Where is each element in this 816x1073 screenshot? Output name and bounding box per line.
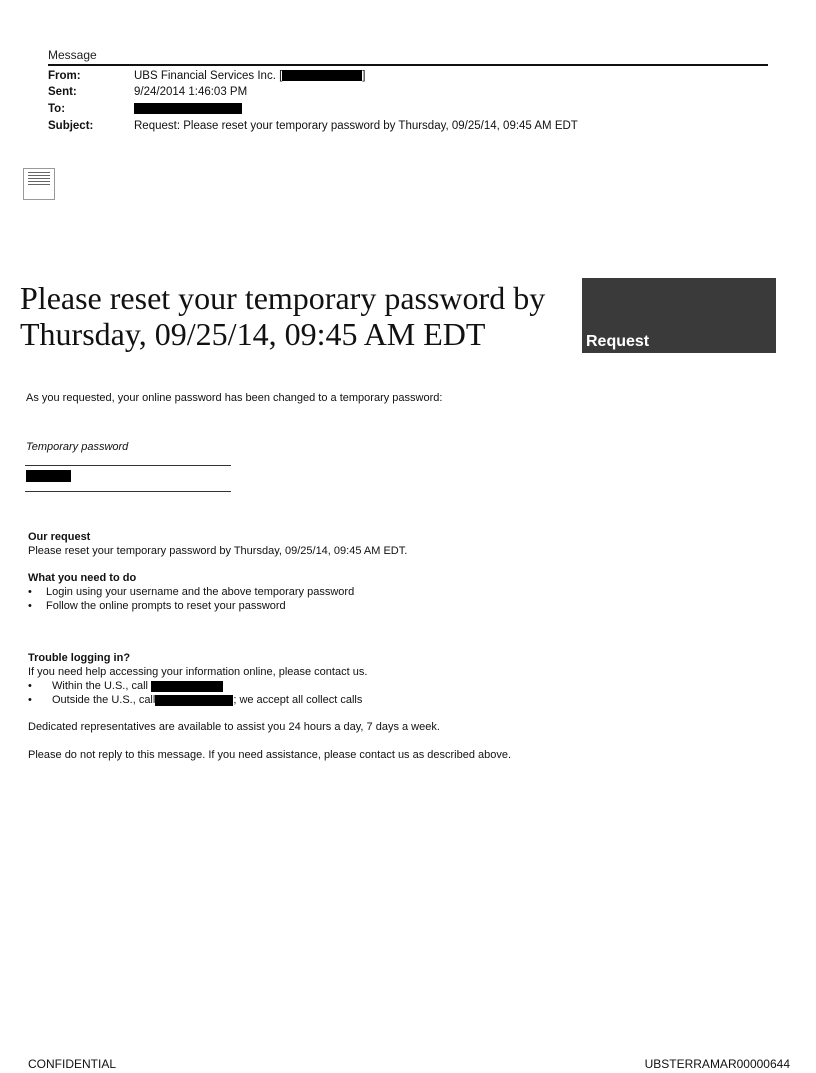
trouble-text: If you need help accessing your information online, please contact us.	[28, 666, 368, 678]
our-request-text: Please reset your temporary password by Thursday, 09/25/14, 09:45 AM EDT.	[28, 545, 408, 557]
logo-image	[23, 168, 55, 200]
dedicated-text: Dedicated representatives are available to assist you 24 hours a day, 7 days a week.	[28, 721, 440, 733]
bullet: •	[28, 600, 32, 612]
us-phone-prefix: Within the U.S., call	[52, 680, 148, 692]
todo-item-1: Login using your username and the above temporary password	[46, 586, 355, 598]
header-divider	[48, 64, 768, 66]
our-request-heading: Our request	[28, 531, 91, 543]
from-close: ]	[362, 70, 366, 82]
to-key: To:	[48, 103, 66, 115]
bullet: •	[28, 694, 32, 706]
confidential-label: CONFIDENTIAL	[28, 1057, 117, 1071]
subject-key: Subject:	[48, 120, 94, 132]
bates-number: UBSTERRAMAR00000644	[644, 1057, 790, 1071]
temp-password-label: Temporary password	[26, 441, 129, 453]
intl-phone-prefix: Outside the U.S., call	[52, 694, 156, 706]
from-key: From:	[48, 70, 81, 82]
todo-item-2: Follow the online prompts to reset your password	[46, 600, 286, 612]
page-title: Please reset your temporary password by Thursday, 09/25/14, 09:45 AM EDT	[20, 280, 546, 352]
password-bottom-rule	[25, 491, 231, 492]
redacted-recipient	[134, 103, 242, 114]
redacted-email	[282, 70, 362, 81]
no-reply-text: Please do not reply to this message. If you need assistance, please contact us as described above.	[28, 749, 512, 761]
trouble-heading: Trouble logging in?	[28, 652, 131, 664]
subject-value: Request: Please reset your temporary password by Thursday, 09/25/14, 09:45 AM EDT	[134, 120, 578, 132]
list-item	[28, 693, 362, 707]
redacted-password	[26, 470, 71, 482]
redacted-phone-us	[151, 681, 223, 692]
intl-phone-suffix: ; we accept all collect calls	[233, 694, 363, 706]
password-top-rule	[25, 465, 231, 466]
sent-value: 9/24/2014 1:46:03 PM	[134, 86, 248, 98]
to-value	[134, 102, 242, 116]
bullet: •	[28, 586, 32, 598]
list-item	[28, 679, 223, 693]
request-banner	[582, 278, 776, 353]
message-label: Message	[48, 48, 97, 62]
sent-key: Sent:	[48, 86, 77, 98]
list-item	[28, 585, 354, 599]
list-item	[28, 599, 286, 613]
todo-heading: What you need to do	[28, 572, 137, 584]
from-value	[134, 69, 365, 83]
intro-text: As you requested, your online password has been changed to a temporary password:	[26, 392, 443, 404]
redacted-phone-intl	[155, 695, 233, 706]
bullet: •	[28, 680, 32, 692]
from-sender: UBS Financial Services Inc. [	[134, 70, 283, 82]
banner-label: Request	[586, 333, 650, 350]
